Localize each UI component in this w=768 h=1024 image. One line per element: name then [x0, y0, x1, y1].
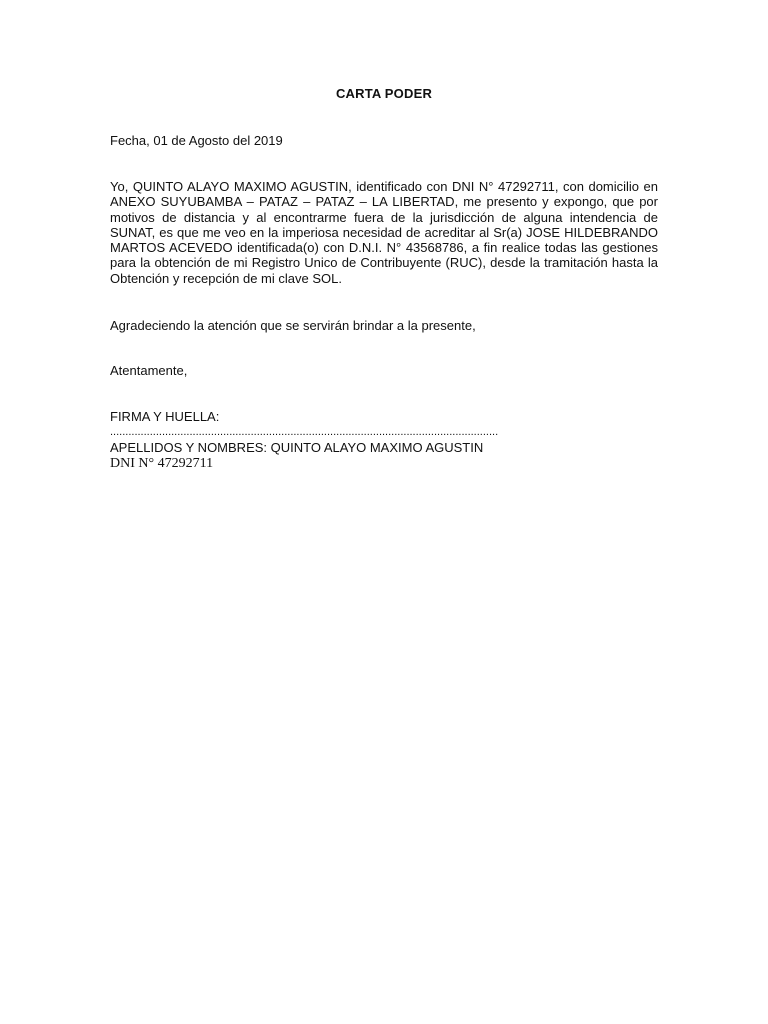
signature-label: FIRMA Y HUELLA: [110, 409, 220, 424]
signature-line: ............................................................................................................................... [110, 426, 499, 438]
date-line: Fecha, 01 de Agosto del 2019 [110, 133, 283, 148]
names-line: APELLIDOS Y NOMBRES: QUINTO ALAYO MAXIMO AGUSTIN [110, 440, 484, 455]
dni-line: DNI N° 47292711 [110, 456, 214, 471]
closing-line: Atentamente, [110, 363, 188, 378]
thanks-line: Agradeciendo la atención que se servirán brindar a la presente, [110, 318, 476, 333]
document-title: CARTA PODER [335, 86, 433, 101]
body-paragraph: Yo, QUINTO ALAYO MAXIMO AGUSTIN, identificado con DNI N° 47292711, con domicilio en ANEXO SUYUBAMBA – PATAZ – PATAZ – LA LIBERTAD, me presento y expongo, que por motivos de distancia y al encontrarme fuera de la jurisdicción de alguna intendencia de SUNAT, es que me veo en la imperiosa necesidad de acreditar al Sr(a) JOSE HILDEBRANDO MARTOS ACEVEDO identificada(o) con D.N.I. N° 43568786, a fin realice todas las gestiones para la obtención de mi Registro Unico de Contribuyente (RUC), desde la tramitación hasta la Obtención y recepción de mi clave SOL. [110, 179, 658, 286]
